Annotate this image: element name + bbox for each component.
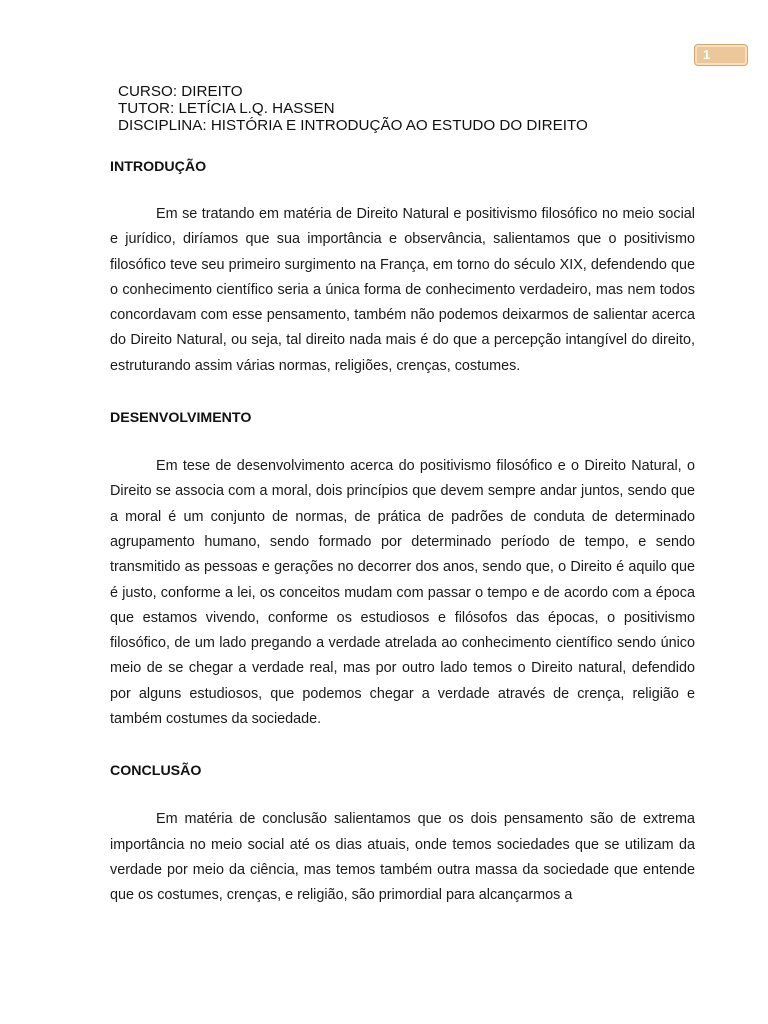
section-paragraph-desenvolvimento: Em tese de desenvolvimento acerca do positivismo filosófico e o Direito Natural, o Direito se associa com a moral, dois princípios que devem sempre andar juntos, sendo que a moral é um conjunto de normas, de prática de padrões de conduta de determinado agrupamento humano, sendo formado por determinado período de tempo, e sendo transmitido as pessoas e gerações no decorrer dos anos, sendo que, o Direito é aquilo que é justo, conforme a lei, os conceitos mudam com passar o tempo e de acordo com a época que estamos vivendo, conforme os estudiosos e filósofos das épocas, o positivismo filosófico, de um lado pregando a verdade atrelada ao conhecimento científico sendo único meio de se chegar a verdade real, mas por outro lado temos o Direito natural, defendido por alguns estudiosos, que podemos chegar a verdade através de crença, religião e também costumes da sociedade. bbox=[110, 458, 695, 728]
page-number: 1 bbox=[703, 47, 711, 62]
discipline-line: DISCIPLINA: HISTÓRIA E INTRODUÇÃO AO ESTUDO DO DIREITO bbox=[118, 117, 588, 134]
section-paragraph-conclusao: Em matéria de conclusão salientamos que os dois pensamento são de extrema importância no meio social até os dias atuais, onde temos sociedades que se utilizam da verdade por meio da ciência, mas temos também outra massa da sociedade que entende que os costumes, crenças, e religião, são primordial para alcançarmos a bbox=[110, 811, 695, 904]
section-paragraph-introducao: Em se tratando em matéria de Direito Natural e positivismo filosófico no meio social e jurídico, diríamos que sua importância e observância, salientamos que o positivismo filosófico teve seu primeiro surgimento na França, em torno do século XIX, defendendo que o conhecimento científico seria a única forma de conhecimento verdadeiro, mas nem todos concordavam com esse pensamento, também não podemos deixarmos de salientar acerca do Direito Natural, ou seja, tal direito nada mais é do que a percepção intangível do direito, estruturando assim várias normas, religiões, crenças, costumes. bbox=[110, 206, 695, 374]
document-body bbox=[110, 156, 695, 909]
section-heading-introducao: INTRODUÇÃO bbox=[110, 159, 207, 175]
page-number-badge bbox=[694, 44, 748, 66]
section-heading-conclusao: CONCLUSÃO bbox=[110, 763, 202, 780]
course-header bbox=[118, 83, 588, 134]
tutor-line: TUTOR: LETÍCIA L.Q. HASSEN bbox=[118, 100, 335, 117]
section-heading-desenvolvimento: DESENVOLVIMENTO bbox=[110, 410, 252, 427]
course-line: CURSO: DIREITO bbox=[118, 83, 243, 100]
